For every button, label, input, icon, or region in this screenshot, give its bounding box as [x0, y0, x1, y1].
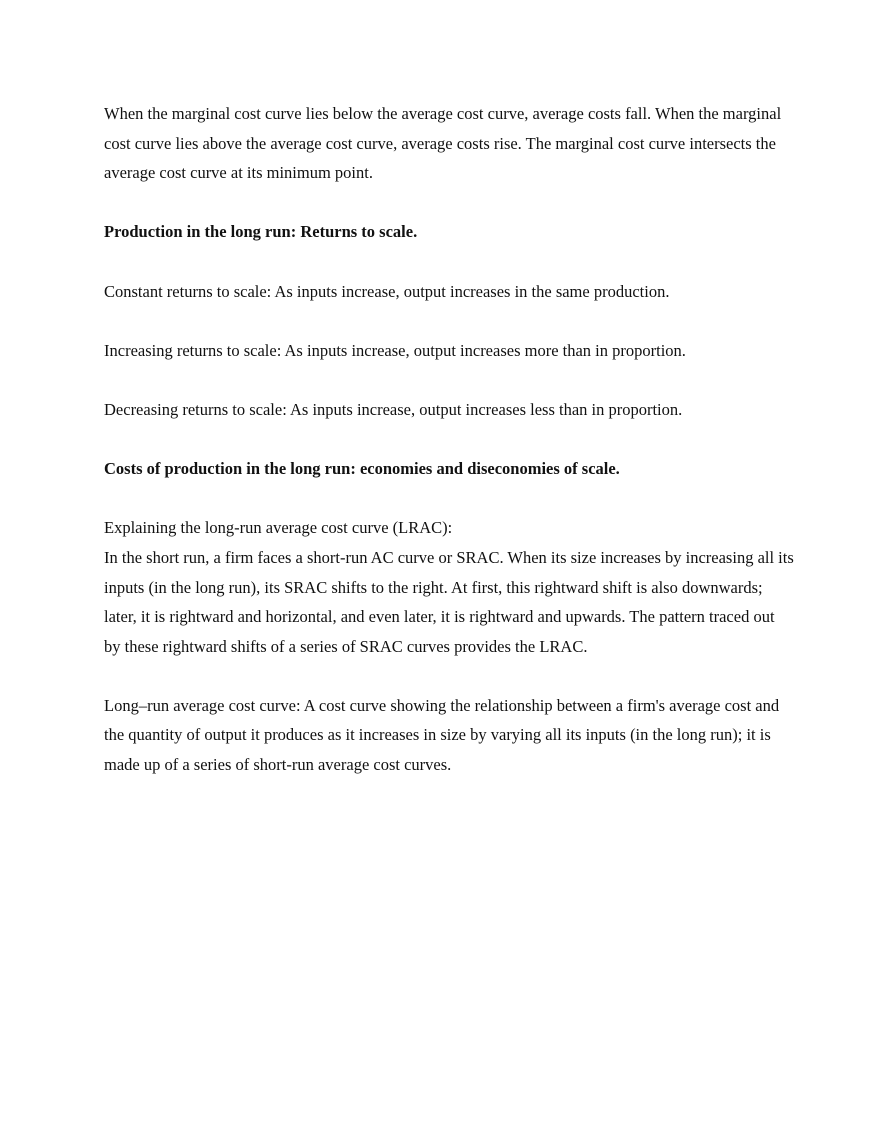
spacer: [104, 306, 794, 336]
paragraph-decreasing-returns: Decreasing returns to scale: As inputs increase, output increases less than in proportion.: [104, 399, 683, 419]
spacer: [104, 188, 794, 218]
spacer: [104, 484, 794, 514]
spacer: [104, 247, 794, 277]
heading-economies-of-scale: Costs of production in the long run: economies and diseconomies of scale.: [104, 459, 620, 479]
paragraph-explaining-title: Explaining the long-run average cost curve (LRAC):: [104, 518, 453, 538]
spacer: [104, 661, 794, 691]
paragraph-increasing-returns: Increasing returns to scale: As inputs increase, output increases more than in proportion.: [104, 340, 686, 360]
spacer: [104, 425, 794, 455]
paragraph-lrac-definition: Long–run average cost curve: A cost curve showing the relationship between a firm's average cost and the quantity of output it produces as it increases in size by varying all its inputs (in the long run); it is made up of a series of short-run average cost curves.: [104, 695, 780, 775]
spacer: [104, 365, 794, 395]
paragraph-mc-ac: When the marginal cost curve lies below the average cost curve, average costs fall. When the marginal cost curve lies above the average cost curve, average costs rise. The marginal cost curve intersects the average cost curve at its minimum point.: [104, 104, 782, 183]
paragraph-constant-returns: Constant returns to scale: As inputs increase, output increases in the same production.: [104, 281, 670, 301]
document-body: [104, 99, 794, 780]
heading-returns-to-scale: Production in the long run: Returns to scale.: [104, 222, 418, 242]
paragraph-explaining-body: In the short run, a firm faces a short-run AC curve or SRAC. When its size increases by increasing all its inputs (in the long run), its SRAC shifts to the right. At first, this rightward shift is also downwards; later, it is rightward and horizontal, and even later, it is rightward and upwards. The pattern traced out by these rightward shifts of a series of SRAC curves provides the LRAC.: [104, 547, 794, 656]
